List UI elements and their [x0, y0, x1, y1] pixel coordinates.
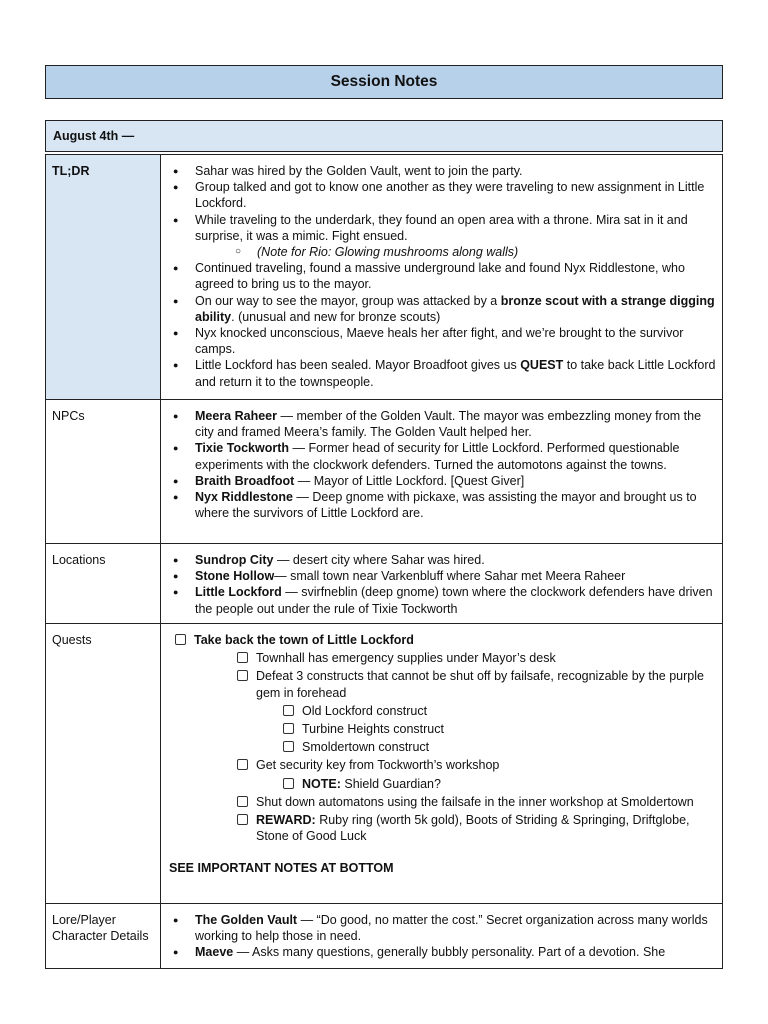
npcs-list — [169, 408, 716, 521]
quest-subtask: Old Lockford construct — [169, 703, 716, 719]
quest-subtask: NOTE: Shield Guardian? — [169, 776, 716, 792]
locations-list — [169, 552, 716, 617]
quest-checkbox[interactable] — [237, 652, 248, 663]
quest-item-main: Take back the town of Little Lockford — [169, 632, 716, 648]
quests-row — [46, 624, 723, 904]
quest-subtask: Turbine Heights construct — [169, 721, 716, 737]
list-item: ● Little Lockford — svirfneblin (deep gnome) town where the clockwork defenders have driven the people out under the rule of Tixie Tockworth — [169, 584, 716, 616]
locations-row — [46, 544, 723, 624]
quest-subtask: Smoldertown construct — [169, 739, 716, 755]
lore-list — [169, 912, 716, 961]
list-item: ● While traveling to the underdark, they found an open area with a throne. Mira sat in it and surprise, it was a mimic. Fight ensued. ○ (Note for Rio: Glowing mushrooms along walls) — [169, 212, 716, 261]
lore-content — [161, 904, 723, 969]
list-item: ● Sahar was hired by the Golden Vault, went to join the party. — [169, 163, 716, 179]
lore-label: Lore/Player Character Details — [46, 904, 161, 969]
list-item: ● Meera Raheer — member of the Golden Vault. The mayor was embezzling money from the city and framed Meera’s family. The Golden Vault helped her. — [169, 408, 716, 440]
list-item: ● Tixie Tockworth — Former head of security for Little Lockford. Performed questionable experiments with the clockwork defenders. Turned the automotons against the towns. — [169, 440, 716, 472]
quest-checkbox[interactable] — [237, 759, 248, 770]
locations-label: Locations — [46, 544, 161, 624]
quest-subtask: Townhall has emergency supplies under Mayor’s desk — [169, 650, 716, 666]
quest-subtask: Get security key from Tockworth’s workshop — [169, 757, 716, 773]
locations-content — [161, 544, 723, 624]
tldr-label: TL;DR — [46, 155, 161, 400]
list-item: ● Group talked and got to know one another as they were traveling to new assignment in Little Lockford. — [169, 179, 716, 211]
list-item: ● On our way to see the mayor, group was attacked by a bronze scout with a strange digging ability. (unusual and new for bronze scouts) — [169, 293, 716, 325]
quests-content — [161, 624, 723, 904]
quest-subtask: REWARD: Ruby ring (worth 5k gold), Boots of Striding & Springing, Driftglobe, Stone of Good Luck — [169, 812, 716, 844]
important-notes-callout: SEE IMPORTANT NOTES AT BOTTOM — [169, 861, 394, 876]
tldr-list — [169, 163, 716, 390]
quest-checkbox[interactable] — [283, 741, 294, 752]
quest-checkbox[interactable] — [283, 778, 294, 789]
session-notes-table — [45, 154, 723, 969]
quest-checkbox[interactable] — [237, 796, 248, 807]
sub-list-item: ○ (Note for Rio: Glowing mushrooms along walls) — [195, 244, 716, 260]
quest-checkbox[interactable] — [237, 814, 248, 825]
quest-checkbox[interactable] — [175, 634, 186, 645]
quest-subtask: Shut down automatons using the failsafe in the inner workshop at Smoldertown — [169, 794, 716, 810]
page-title: Session Notes — [45, 65, 723, 99]
sub-list — [195, 244, 716, 260]
quest-checkbox[interactable] — [237, 670, 248, 681]
quest-subtask: Defeat 3 constructs that cannot be shut off by failsafe, recognizable by the purple gem in forehead — [169, 668, 716, 700]
npcs-row — [46, 400, 723, 544]
list-item: ● Continued traveling, found a massive underground lake and found Nyx Riddlestone, who agreed to bring us to the mayor. — [169, 260, 716, 292]
date-header: August 4th — — [45, 120, 723, 152]
list-item: ● The Golden Vault — “Do good, no matter the cost.” Secret organization across many worlds working to help those in need. — [169, 912, 716, 944]
list-item: ● Maeve — Asks many questions, generally bubbly personality. Part of a devotion. She — [169, 944, 716, 960]
list-item: ● Stone Hollow— small town near Varkenbluff where Sahar met Meera Raheer — [169, 568, 716, 584]
quest-checkbox[interactable] — [283, 723, 294, 734]
quest-checkbox[interactable] — [283, 705, 294, 716]
list-item: ● Nyx Riddlestone — Deep gnome with pickaxe, was assisting the mayor and brought us to where the survivors of Little Lockford are. — [169, 489, 716, 521]
npcs-label: NPCs — [46, 400, 161, 544]
npcs-content — [161, 400, 723, 544]
list-item: ● Little Lockford has been sealed. Mayor Broadfoot gives us QUEST to take back Little Lockford and return it to the townspeople. — [169, 357, 716, 389]
tldr-content — [161, 155, 723, 400]
list-item: ● Sundrop City — desert city where Sahar was hired. — [169, 552, 716, 568]
lore-row — [46, 904, 723, 969]
quests-label: Quests — [46, 624, 161, 904]
list-item: ● Braith Broadfoot — Mayor of Little Lockford. [Quest Giver] — [169, 473, 716, 489]
tldr-row — [46, 155, 723, 400]
list-item: ● Nyx knocked unconscious, Maeve heals her after fight, and we’re brought to the survivor camps. — [169, 325, 716, 357]
